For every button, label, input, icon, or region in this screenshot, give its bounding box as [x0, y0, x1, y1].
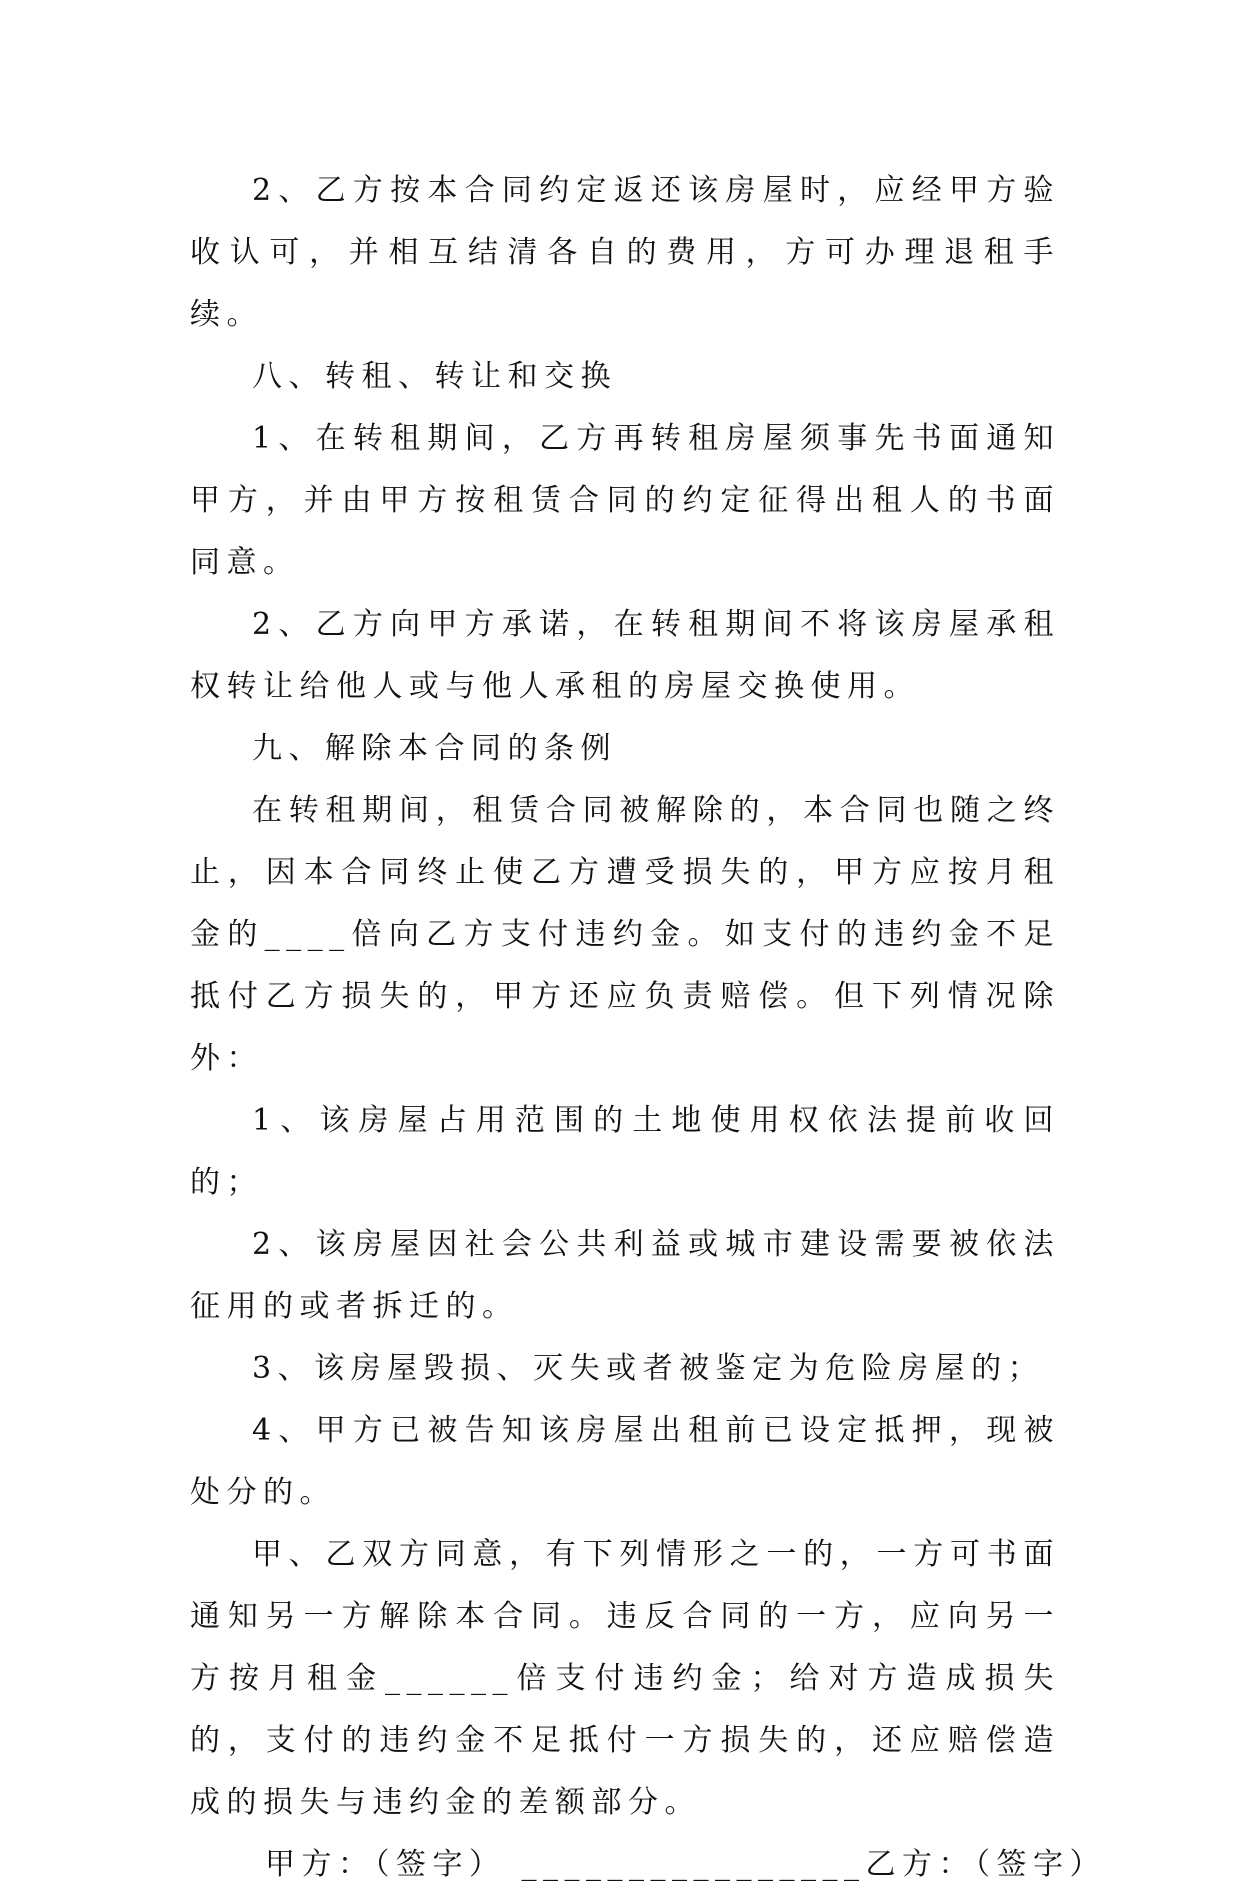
- section-heading-termination: 九、解除本合同的条例: [252, 731, 617, 766]
- paragraph-exception-1: 1、该房屋占用范围的土地使用权依法提前收回的；: [190, 1103, 1060, 1200]
- paragraph-exception-2: 2、该房屋因社会公共利益或城市建设需要被依法征用的或者拆迁的。: [190, 1227, 1060, 1324]
- party-b-signature-label: 乙方：（签字）: [865, 1847, 1107, 1882]
- paragraph-termination-terms: 在转租期间，租赁合同被解除的，本合同也随之终止，因本合同终止使乙方遭受损失的，甲方应按月租金的____倍向乙方支付违约金。如支付的违约金不足抵付乙方损失的，甲方还应负责赔偿。但下列情况除外：: [190, 793, 1060, 1076]
- paragraph-exception-3: 3、该房屋毁损、灭失或者被鉴定为危险房屋的；: [252, 1351, 1045, 1386]
- paragraph-mutual-termination: 甲、乙双方同意，有下列情形之一的，一方可书面通知另一方解除本合同。违反合同的一方，应向另一方按月租金______倍支付违约金；给对方造成损失的，支付的违约金不足抵付一方损失的，还应赔偿造成的损失与违约金的差额部分。: [190, 1537, 1060, 1820]
- paragraph-sublet-promise: 2、乙方向甲方承诺，在转租期间不将该房屋承租权转让给他人或与他人承租的房屋交换使用。: [190, 607, 1060, 704]
- paragraph-sublet-notice: 1、在转租期间，乙方再转租房屋须事先书面通知甲方，并由甲方按租赁合同的约定征得出租人的书面同意。: [190, 421, 1060, 580]
- paragraph-exception-4: 4、甲方已被告知该房屋出租前已设定抵押，现被处分的。: [190, 1413, 1060, 1510]
- section-heading-sublet: 八、转租、转让和交换: [252, 359, 617, 394]
- signature-blank: ________________: [521, 1847, 866, 1882]
- party-a-signature-label: 甲方：（签字）: [265, 1847, 506, 1882]
- paragraph-return-premises: 2、乙方按本合同约定返还该房屋时，应经甲方验收认可，并相互结清各自的费用，方可办理退租手续。: [190, 173, 1060, 332]
- document-page: [190, 160, 1107, 1896]
- signature-line: [190, 1834, 1107, 1896]
